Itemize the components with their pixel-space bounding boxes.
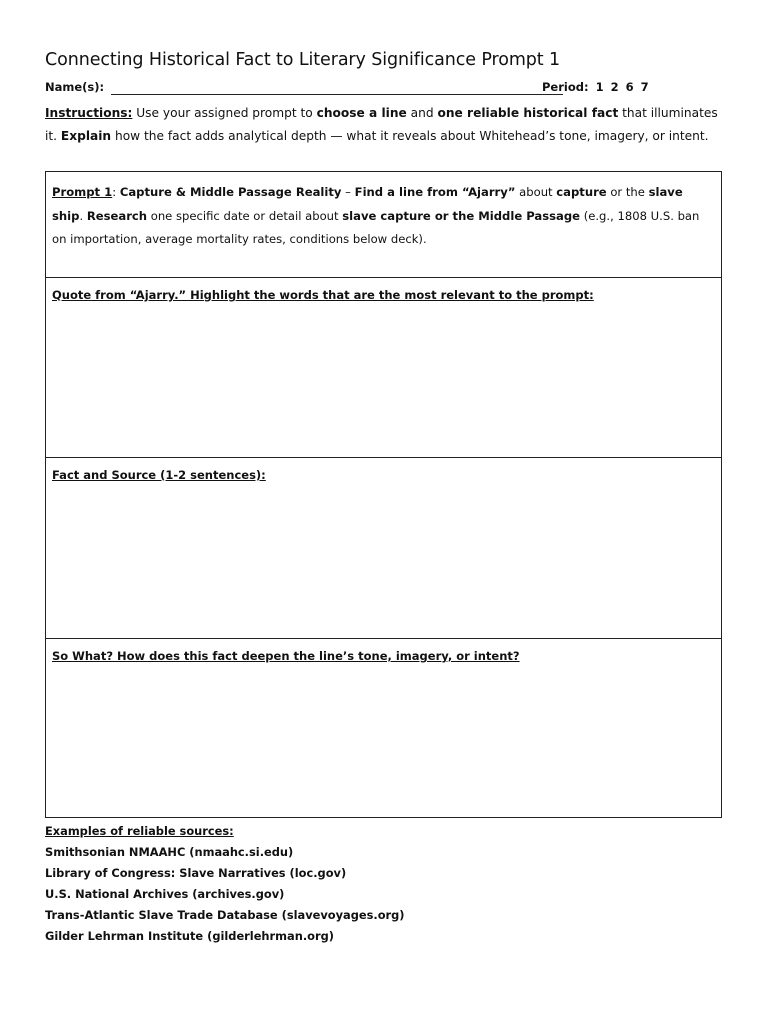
- prompt-text-part: or the: [606, 185, 649, 199]
- instructions-emphasis: Explain: [60, 129, 112, 143]
- source-item: Gilder Lehrman Institute (gilderlehrman.org): [45, 929, 334, 943]
- prompt-box: [45, 171, 722, 278]
- name-period-row: [45, 80, 725, 98]
- so-what-heading: So What? How does this fact deepen the line’s tone, imagery, or intent?: [52, 649, 520, 663]
- instructions-text: that illuminates it.: [45, 106, 718, 143]
- so-what-box[interactable]: [45, 638, 722, 818]
- name-blank-line[interactable]: [111, 94, 563, 95]
- prompt-emphasis: Capture & Middle Passage Reality: [119, 185, 342, 199]
- prompt-emphasis: slave ship: [52, 185, 683, 223]
- prompt-emphasis: Research: [86, 208, 148, 223]
- fact-source-heading: Fact and Source (1-2 sentences):: [52, 468, 266, 482]
- instructions-emphasis: choose a line: [316, 106, 407, 120]
- instructions-text: and: [406, 106, 438, 120]
- sources-list: [45, 821, 405, 947]
- prompt-text-part: .: [79, 208, 87, 223]
- prompt-text-part: about: [515, 185, 557, 199]
- prompt-text: [52, 181, 714, 252]
- prompt-text-part: –: [341, 185, 355, 199]
- page-title: Connecting Historical Fact to Literary Significance Prompt 1: [45, 50, 561, 70]
- quote-box[interactable]: [45, 277, 722, 458]
- prompt-text-part: :: [112, 185, 120, 199]
- quote-heading: Quote from “Ajarry.” Highlight the words that are the most relevant to the prompt:: [52, 288, 594, 302]
- source-item: Library of Congress: Slave Narratives (loc.gov): [45, 866, 347, 880]
- source-item: Smithsonian NMAAHC (nmaahc.si.edu): [45, 845, 294, 859]
- prompt-text-part: (e.g., 1808 U.S. ban on importation, average mortality rates, conditions below deck).: [52, 208, 700, 246]
- sources-title: Examples of reliable sources:: [45, 824, 234, 838]
- source-item: U.S. National Archives (archives.gov): [45, 887, 285, 901]
- instructions: [45, 102, 730, 148]
- period-label: Period: 1 2 6 7: [542, 80, 649, 94]
- fact-source-box[interactable]: [45, 457, 722, 639]
- prompt-label: Prompt 1: [52, 185, 113, 199]
- prompt-emphasis: slave capture or the Middle Passage: [342, 208, 581, 223]
- instructions-text: how the fact adds analytical depth — what it reveals about Whitehead’s tone, imagery, or intent.: [111, 129, 709, 143]
- source-item: Trans-Atlantic Slave Trade Database (slavevoyages.org): [45, 908, 405, 922]
- prompt-text-part: one specific date or detail about: [147, 208, 343, 223]
- prompt-emphasis: capture: [556, 185, 607, 199]
- name-label: Name(s):: [45, 80, 105, 94]
- instructions-emphasis: one reliable historical fact: [437, 106, 619, 120]
- instructions-label: Instructions:: [45, 106, 133, 120]
- instructions-text: Use your assigned prompt to: [132, 106, 317, 120]
- prompt-emphasis: Find a line from “Ajarry”: [354, 185, 516, 199]
